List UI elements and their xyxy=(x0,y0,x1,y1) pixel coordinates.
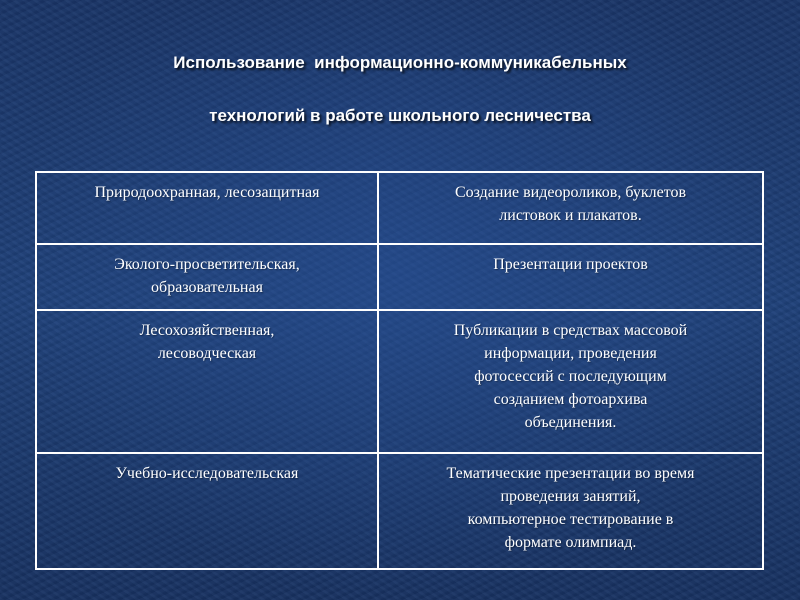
activities-table xyxy=(35,171,764,570)
activity-area-cell xyxy=(36,244,378,310)
activity-area-text: Эколого-просветительская, образовательная xyxy=(114,256,300,296)
table-row xyxy=(36,453,763,569)
activity-area-cell xyxy=(36,310,378,453)
ict-usage-text: Презентации проектов xyxy=(493,256,648,273)
activity-area-cell xyxy=(36,453,378,569)
table-row xyxy=(36,310,763,453)
ict-usage-text: Создание видеороликов, буклетов листовок и плакатов. xyxy=(454,184,687,224)
activity-area-text: Учебно-исследовательская xyxy=(115,465,299,482)
ict-usage-cell xyxy=(378,310,763,453)
ict-usage-cell xyxy=(378,244,763,310)
ict-usage-text: Публикации в средствах массовой информации, проведения фотосессий с последующим созданием фотоархива объединения. xyxy=(453,322,688,431)
activity-area-cell xyxy=(36,172,378,244)
table-row xyxy=(36,172,763,244)
activity-area-text: Лесохозяйственная, лесоводческая xyxy=(139,322,275,362)
slide-title-line-2: технологий в работе школьного лесничества xyxy=(209,106,591,125)
ict-usage-cell xyxy=(378,453,763,569)
ict-usage-cell xyxy=(378,172,763,244)
slide-title-line-1: Использование информационно-коммуникабельных xyxy=(173,53,627,72)
activity-area-text: Природоохранная, лесозащитная xyxy=(94,184,320,201)
ict-usage-text: Тематические презентации во время проведения занятий, компьютерное тестирование в формате олимпиад. xyxy=(446,465,695,551)
table-row xyxy=(36,244,763,310)
